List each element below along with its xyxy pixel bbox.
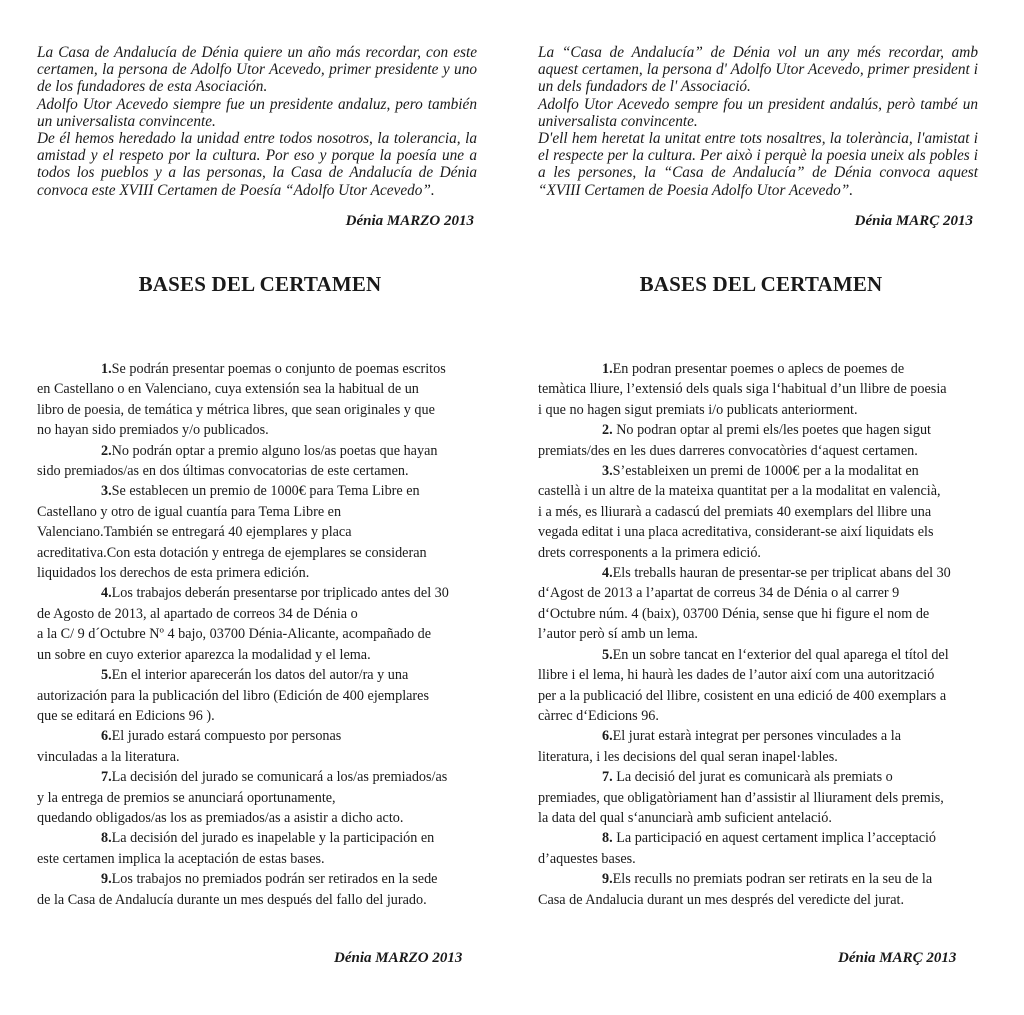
base-item-start: 9.Los trabajos no premiados podrán ser retirados en la sede: [101, 871, 438, 888]
bases-list: [538, 359, 990, 910]
base-item-start: 3.Se establecen un premio de 1000€ para Tema Libre en: [101, 483, 420, 500]
base-item-line: literatura, i les decisions del qual seran inapel·lables.: [538, 748, 838, 765]
base-number: 2.: [602, 422, 613, 439]
base-item-line: liquidados los derechos de esta primera edición.: [37, 565, 310, 582]
base-item-line: i que no hagen sigut premiats i/o publicats anteriorment.: [538, 401, 858, 418]
base-number: 8.: [602, 830, 613, 847]
intro-line: La Casa de Andalucía de Dénia quiere un año más recordar, con este certamen, la persona de Adolfo Utor Acevedo, primer presidente y uno de los fundadores de esta Asociación.: [37, 44, 477, 96]
base-item-start: 7. La decisió del jurat es comunicarà als premiats o: [602, 769, 893, 786]
base-item-line: a la C/ 9 d´Octubre Nº 4 bajo, 03700 Dénia-Alicante, acompañado de: [37, 626, 432, 643]
base-number: 9.: [602, 871, 613, 888]
base-number: 4.: [602, 565, 613, 582]
base-number: 2.: [101, 442, 112, 459]
base-number: 3.: [602, 463, 613, 480]
intro-line: D'ell hem heretat la unitat entre tots nosaltres, la tolerància, l'amistat i el respecte per la cultura. Per això i perquè la poesia uneix als pobles i a les persones, la “Casa de Andalucía” de Dénia convoca aquest “XVIII Certamen de Poesia Adolfo Utor Acevedo”.: [538, 130, 978, 199]
base-number: 6.: [602, 728, 613, 745]
base-item-line: Valenciano.También se entregará 40 ejemplares y placa: [37, 524, 352, 541]
base-item-start: 2. No podran optar al premi els/les poetes que hagen sigut: [602, 422, 931, 439]
base-item-start: 1.Se podrán presentar poemas o conjunto de poemas escritos: [101, 361, 446, 377]
base-item-line: y la entrega de premios se anunciará oportunamente,: [37, 789, 336, 806]
intro-paragraph: [37, 44, 477, 199]
base-item-line: de la Casa de Andalucía durante un mes después del fallo del jurado.: [37, 891, 427, 908]
base-number: 4.: [101, 585, 112, 602]
base-item-line: castellà i un altre de la mateixa quantitat per a la modalitat en valencià,: [538, 483, 941, 500]
base-item-line: sido premiados/as en dos últimas convocatorias de este certamen.: [37, 463, 409, 480]
base-number: 7.: [101, 769, 112, 786]
base-item-line: Castellano y otro de igual cuantía para Tema Libre en: [37, 503, 342, 520]
intro-line: Adolfo Utor Acevedo siempre fue un presidente andaluz, pero también un universalista convincente.: [37, 95, 477, 130]
base-item-line: d‘Agost de 2013 a l’apartat de correus 34 de Dénia o al carrer 9: [538, 585, 900, 602]
base-item-line: no hayan sido premiados y/o publicados.: [37, 422, 269, 439]
bases-list: [37, 359, 487, 910]
base-number: 1.: [602, 361, 613, 377]
base-item-line: l’autor però sí amb un lema.: [538, 626, 698, 643]
section-heading: BASES DEL CERTAMEN: [639, 272, 883, 296]
base-item-start: 5.En un sobre tancat en l‘exterior del qual aparega el títol del: [602, 646, 949, 663]
base-item-line: la data del qual s‘anunciarà amb suficient antelació.: [538, 809, 832, 826]
base-item-line: d’aquestes bases.: [538, 850, 636, 867]
base-item-line: de Agosto de 2013, al apartado de correos 34 de Dénia o: [37, 605, 358, 622]
intro-signature: Dénia MARÇ 2013: [854, 213, 973, 229]
base-item-start: 4.Los trabajos deberán presentarse por triplicado antes del 30: [101, 585, 449, 602]
base-item-line: Casa de Andalucia durant un mes després del veredicte del jurat.: [538, 891, 904, 908]
base-item-start: 2.No podrán optar a premio alguno los/as poetas que hayan: [101, 442, 438, 459]
base-item-line: libro de poesia, de temática y métrica libres, que sean originales y que: [37, 401, 435, 418]
footer-signature: Dénia MARZO 2013: [334, 950, 463, 966]
base-item-line: quedando obligados/as los as premiados/as a asistir a dicho acto.: [37, 809, 404, 826]
base-item-line: temàtica lliure, l’extensió dels quals siga l‘habitual d’un llibre de poesia: [538, 381, 947, 398]
base-item-line: càrrec d‘Edicions 96.: [538, 707, 659, 724]
base-item-line: vinculadas a la literatura.: [37, 748, 180, 765]
section-heading: BASES DEL CERTAMEN: [138, 272, 382, 296]
base-item-line: este certamen implica la aceptación de estas bases.: [37, 850, 325, 867]
base-item-start: 4.Els treballs hauran de presentar-se per triplicat abans del 30: [602, 565, 951, 582]
base-item-line: vegada editat i una placa acreditativa, considerant-se així liquidats els: [538, 524, 934, 541]
base-item-line: drets corresponents a la primera edició.: [538, 544, 761, 561]
base-item-line: i a més, es lliurarà a cadascú del premiats 40 exemplars del llibre una: [538, 503, 932, 520]
base-item-line: per a la publicació del llibre, cosistent en una edició de 400 exemplars a: [538, 687, 947, 704]
base-item-start: 6.El jurat estarà integrat per persones vinculades a la: [602, 728, 901, 745]
base-item-start: 9.Els reculls no premiats podran ser retirats en la seu de la: [602, 871, 933, 888]
base-number: 3.: [101, 483, 112, 500]
base-item-line: llibre i el lema, hi haurà les dades de l’autor així com una autorització: [538, 667, 935, 684]
base-number: 1.: [101, 361, 112, 377]
base-item-line: premiades, que obligatòriament han d’assistir al lliurament dels premis,: [538, 789, 944, 806]
base-number: 8.: [101, 830, 112, 847]
base-item-line: d‘Octubre núm. 4 (baix), 03700 Dénia, sense que hi figure el nom de: [538, 605, 930, 622]
base-item-line: en Castellano o en Valenciano, cuya extensión sea la habitual de un: [37, 381, 419, 398]
base-item-start: 8.La decisión del jurado es inapelable y la participación en: [101, 830, 435, 847]
intro-signature: Dénia MARZO 2013: [345, 213, 474, 229]
base-item-start: 8. La participació en aquest certament implica l’acceptació: [602, 830, 937, 847]
base-item-line: un sobre en cuyo exterior aparezca la modalidad y el lema.: [37, 646, 371, 663]
base-item-start: 7.La decisión del jurado se comunicará a los/as premiados/as: [101, 769, 448, 786]
base-item-start: 6.El jurado estará compuesto por personas: [101, 728, 342, 745]
base-item-start: 5.En el interior aparecerán los datos del autor/ra y una: [101, 667, 409, 684]
intro-line: De él hemos heredado la unidad entre todos nosotros, la tolerancia, la amistad y el respeto por la cultura. Por eso y porque la poesía une a todos los pueblos y a las personas, la Casa de Andalucía de Dénia convoca este XVIII Certamen de Poesía “Adolfo Utor Acevedo”.: [37, 130, 477, 199]
base-number: 5.: [101, 667, 112, 684]
intro-paragraph: [538, 44, 978, 199]
base-item-line: autorización para la publicación del libro (Edición de 400 ejemplares: [37, 687, 429, 704]
footer-signature: Dénia MARÇ 2013: [838, 950, 957, 966]
base-number: 9.: [101, 871, 112, 888]
base-number: 6.: [101, 728, 112, 745]
base-number: 5.: [602, 646, 613, 663]
intro-line: Adolfo Utor Acevedo sempre fou un president andalús, però també un universalista convincente.: [538, 95, 978, 130]
base-item-start: 1.En podran presentar poemes o aplecs de poemes de: [602, 361, 905, 377]
base-item-line: acreditativa.Con esta dotación y entrega de ejemplares se consideran: [37, 544, 427, 561]
base-item-line: premiats/des en les dues darreres convocatòries d‘aquest certamen.: [538, 442, 918, 459]
intro-line: La “Casa de Andalucía” de Dénia vol un any més recordar, amb aquest certamen, la persona d' Adolfo Utor Acevedo, primer president i un dels fundadors de l' Associació.: [538, 44, 978, 96]
base-item-line: que se editará en Edicions 96 ).: [37, 707, 215, 724]
base-number: 7.: [602, 769, 613, 786]
base-item-start: 3.S’estableixen un premi de 1000€ per a la modalitat en: [602, 463, 919, 480]
